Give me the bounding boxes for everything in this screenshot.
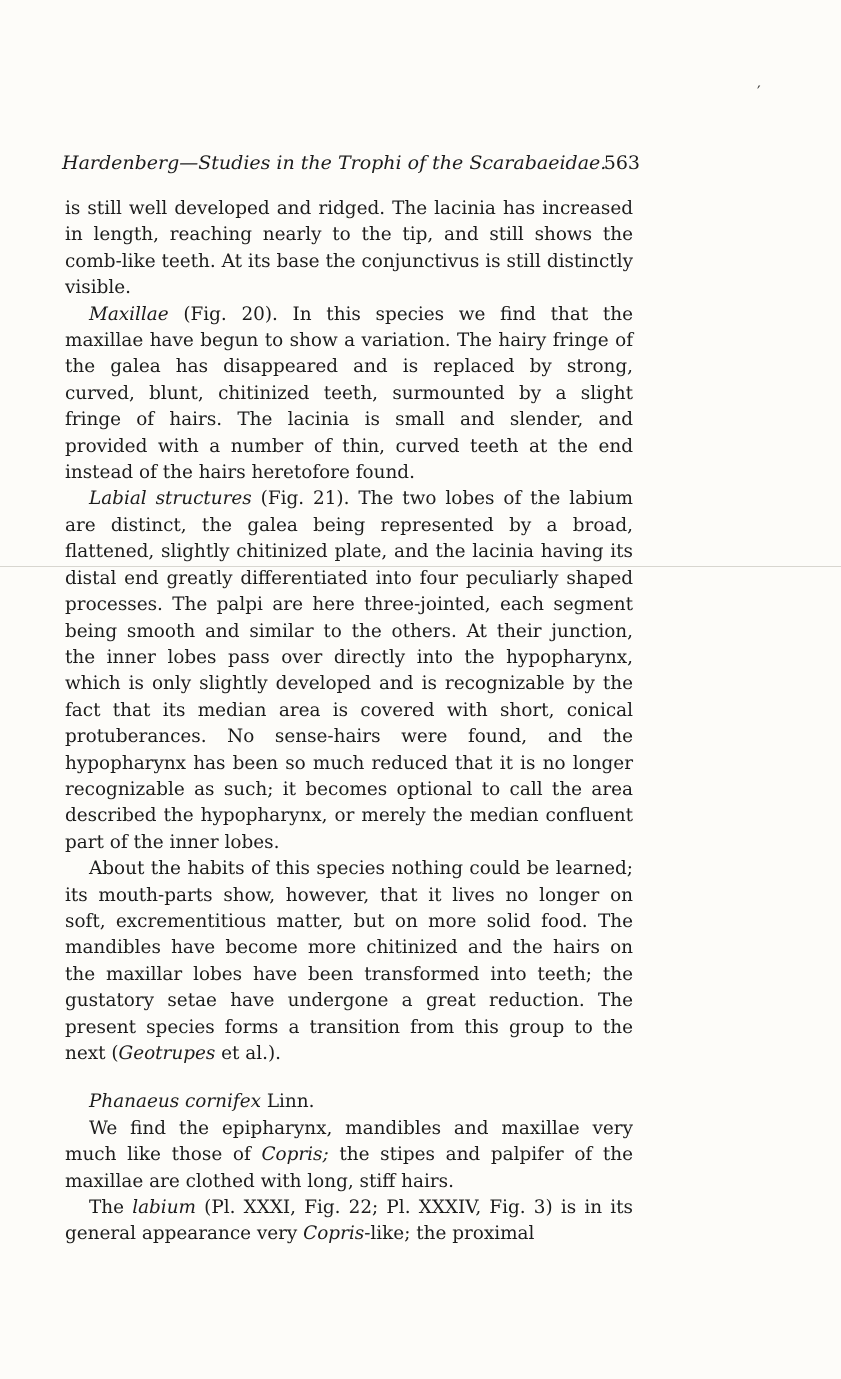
paragraph-habits: About the habits of this species nothing could be learned; its mouth-parts show, however, that it lives no longer on soft, excrementitious matter, but on more solid food. The mandibles have become more chitinized and the hairs on the maxillar lobes have been transformed into teeth; the gustatory setae have undergone a great reduction. The present species forms a transition from this group to the next (Geotrupes et al.). — [65, 858, 633, 1064]
running-title: Hardenberg—Studies in the Trophi of the Scarabaeidae. — [62, 152, 607, 174]
species-heading: Phanaeus cornifex Linn. — [89, 1091, 315, 1113]
paragraph-labial-structures: Labial structures (Fig. 21). The two lobes of the labium are distinct, the galea being represented by a broad, flattened, slightly chitinized plate, and the lacinia having its distal end greatly differentiated into four peculiarly shaped processes. The palpi are here three-jointed, each segment being smooth and similar to the others. At their junction, the inner lobes pass over directly into the hypopharynx, which is only slightly developed and is recognizable by the fact that its median area is covered with short, conical protuberances. No sense-hairs were found, and the hypopharynx has been so much reduced that it is no longer recognizable as such; it becomes optional to call the area described the hypopharynx, or merely the median confluent part of the inner lobes. — [65, 488, 633, 853]
paragraph-lead: Labial structures — [89, 488, 252, 510]
paragraph-continued: is still well developed and ridged. The lacinia has increased in length, reaching nearly to the tip, and still shows the comb-like teeth. At its base the conjunctivus is still distinctly visible. — [65, 198, 633, 299]
paragraph-labium: The labium (Pl. XXXI, Fig. 22; Pl. XXXIV, Fig. 3) is in its general appearance very Copris-like; the proximal — [65, 1197, 633, 1245]
paragraph-epipharynx: We find the epipharynx, mandibles and maxillae very much like those of Copris; the stipes and palpifer of the maxillae are clothed with long, stiff hairs. — [65, 1117, 633, 1192]
page-number: 563 — [603, 152, 640, 174]
paragraph-maxillae: Maxillae (Fig. 20). In this species we find that the maxillae have begun to show a variation. The hairy fringe of the galea has disappeared and is replaced by strong, curved, blunt, chitinized teeth, surmounted by a slight fringe of hairs. The lacinia is small and slender, and provided with a number of thin, curved teeth at the end instead of the hairs heretofore found. — [65, 303, 633, 484]
body-text — [65, 196, 633, 1248]
section-gap — [65, 1067, 633, 1089]
running-header — [62, 152, 640, 174]
paragraph-lead: Maxillae — [89, 303, 169, 325]
margin-mark: ′ — [757, 82, 761, 101]
